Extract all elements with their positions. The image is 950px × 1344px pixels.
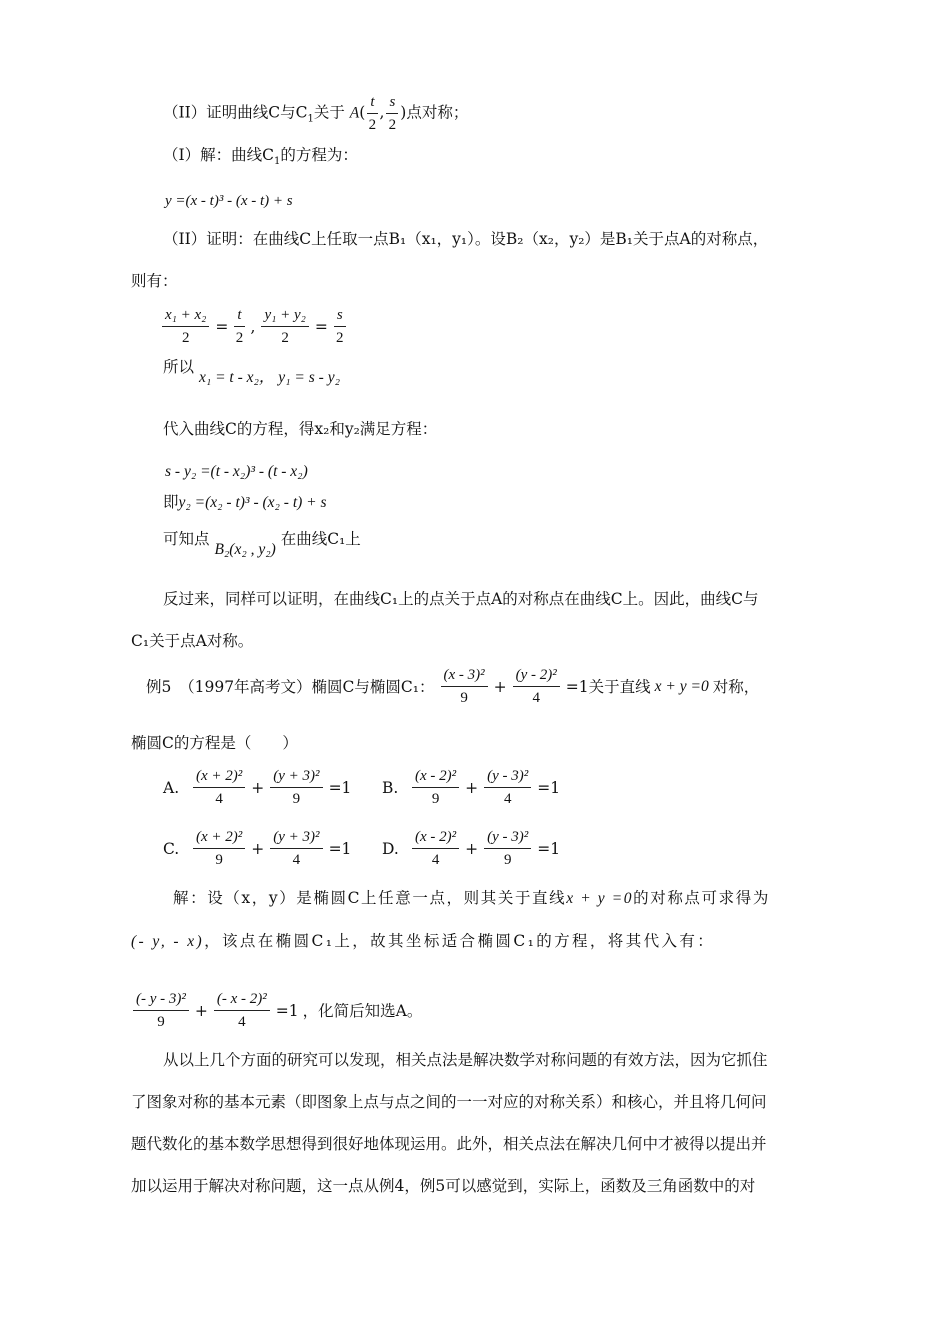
option-a: A. (x + 2)² 4 + $\frac{\text{(y + 3)²}}{9}$ =1 xyxy=(163,768,352,807)
text: （I）解：曲线C xyxy=(163,146,274,164)
example-5-question: 椭圆C的方程是（ ） xyxy=(131,734,298,752)
subscript: 1 xyxy=(307,113,314,125)
option-b: B. (x - 2)² 9 + $\frac{\text{(y - 3)²}}{4}$ =1 xyxy=(382,768,561,807)
equation-1: y =(x - t)³ - (x - t) + s xyxy=(165,193,293,209)
math: A xyxy=(349,104,360,122)
paragraph-2-line-1: 从以上几个方面的研究可以发现，相关点法是解决数学对称问题的有效方法，因为它抓住 xyxy=(163,1051,768,1069)
text: 点对称； xyxy=(406,103,469,122)
fraction: $\frac{s}{2}$ xyxy=(386,93,398,134)
math: x₁ = t - x₂， y₁ = s - y₂ xyxy=(198,369,340,386)
line-2 xyxy=(163,145,358,168)
equation-4: 即y₂ =(x₂ - t)³ - (x₂ - t) + s xyxy=(163,493,327,511)
paragraph-2-line-2: 了图象对称的基本元素（即图象上点与点之间的一一对应的对称关系）和核心，并且将几何问 xyxy=(131,1093,767,1111)
paragraph-2-line-3: 题代数化的基本数学思想得到很好地体现运用。此外，相关点法在解决几何中才被得以提出并 xyxy=(131,1135,767,1153)
line-5: 代入曲线C的方程，得x₂和y₂满足方程： xyxy=(163,420,438,438)
line-6: 可知点 B₂(x₂ , y₂) 在曲线C₁上 xyxy=(163,530,361,558)
text: 的方程为： xyxy=(280,146,358,164)
paragraph-1-line-1: 反过来，同样可以证明，在曲线C₁上的点关于点A的对称点在曲线C上。因此，曲线C与 xyxy=(163,590,759,608)
option-c: C. (x + 2)² 9 + $\frac{\text{(y + 3)²}}{4}$ =1 xyxy=(163,829,352,868)
solution-line-1: 解：设（x，y）是椭圆C上任意一点，则其关于直线x + y =0的对称点可求得为 xyxy=(173,889,770,907)
line-4: 所以 x₁ = t - x₂， y₁ = s - y₂ xyxy=(163,358,340,386)
fraction: $\frac{t}{2}$ xyxy=(368,94,377,133)
example-5: 例5 （1997年高考文）椭圆C与椭圆C₁： (x - 3)² 9 + $\frac{\text{(y - 2)²}}{4}$ =1关于直线 x + y =0 对称， xyxy=(146,667,760,706)
option-d: D. (x - 2)² 4 + $\frac{\text{(y - 3)²}}{9}$ =1 xyxy=(382,829,561,868)
equation-2: $\frac{\text{x₁ + x₂}}{2}$ = $\frac{t}{2}$ , $\frac{\text{y₁ + y₂}}{2}$ = $\frac{s}{2}$ xyxy=(160,306,348,347)
solution-equation: (- y - 3)² 9 + $\frac{\text{(- x - 2)²}}{4}$ =1 ，化简后知选A。 xyxy=(131,990,422,1031)
solution-line-2: (- y, - x)，该点在椭圆C₁上，故其坐标适合椭圆C₁的方程，将其代入有： xyxy=(131,932,716,950)
paragraph-2-line-4: 加以运用于解决对称问题，这一点从例4，例5可以感觉到，实际上，函数及三角函数中的对 xyxy=(131,1177,756,1195)
paragraph-1-line-2: C₁关于点A对称。 xyxy=(131,632,254,650)
line-3: （II）证明：在曲线C上任取一点B₁（x₁，y₁）。设B₂（x₂，y₂）是B₁关于点A的对称点， xyxy=(163,230,769,248)
subscript: 1 xyxy=(273,156,281,168)
equation-3: s - y₂ =(t - x₂)³ - (t - x₂) xyxy=(165,463,308,480)
text: （II）证明曲线C与C xyxy=(163,103,308,122)
line-3-cont: 则有： xyxy=(131,272,178,290)
text: 关于 xyxy=(313,103,345,122)
line-1: （II）证明曲线C与$C_1$关于 A( $\frac{t}{2}$ , $\frac{s}{2}$ )点对称； xyxy=(163,94,469,133)
